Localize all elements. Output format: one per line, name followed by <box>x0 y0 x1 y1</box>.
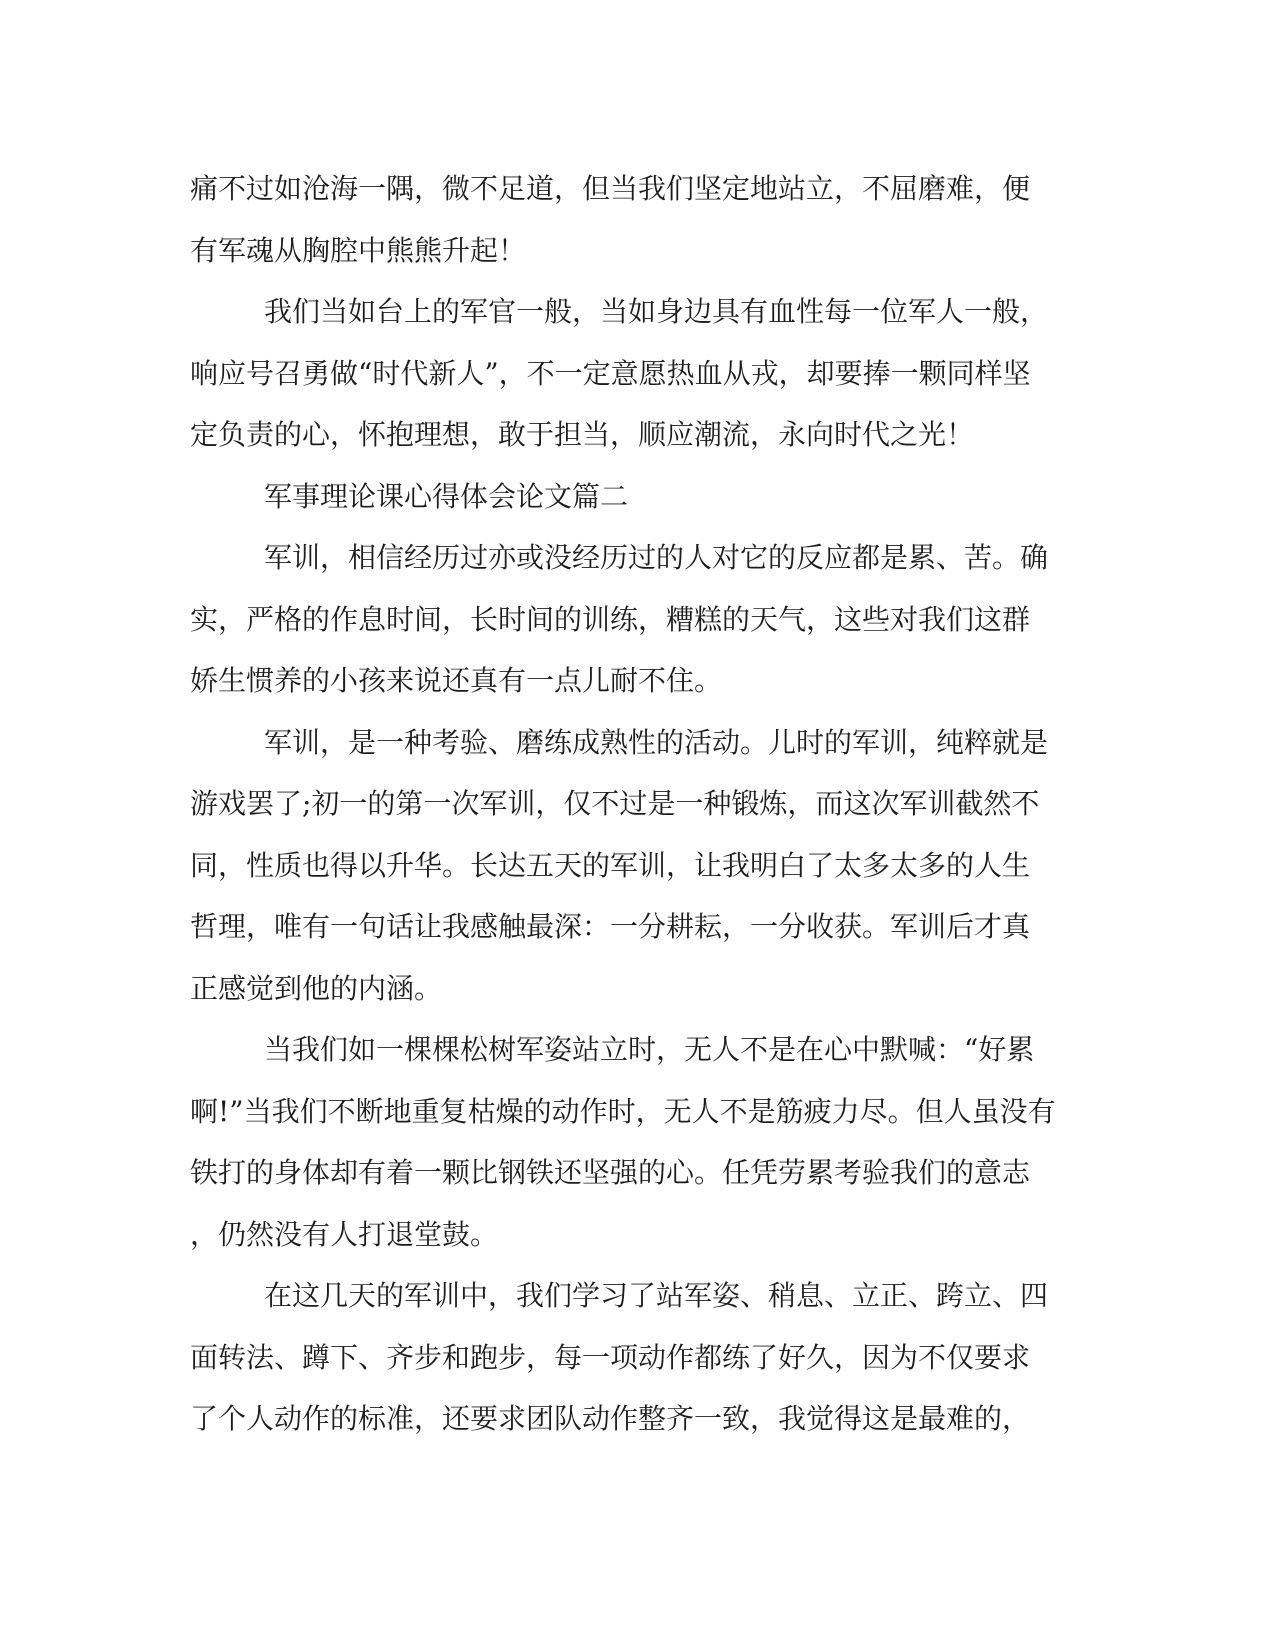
paragraph-start: 在这几天的军训中，我们学习了站军姿、稍息、立正、跨立、四 <box>264 1279 1049 1312</box>
text-line: 响应号召勇做“时代新人”，不一定意愿热血从戎，却要捧一颗同样坚 <box>190 356 1031 390</box>
text-line: 痛不过如沧海一隅，微不足道，但当我们坚定地站立，不屈磨难，便 <box>190 172 1031 205</box>
text-line: 娇生惯养的小孩来说还真有一点儿耐不住。 <box>190 664 723 697</box>
section-title: 军事理论课心得体会论文篇二 <box>264 479 629 513</box>
document-body <box>190 158 1090 1450</box>
paragraph-start: 我们当如台上的军官一般，当如身边具有血性每一位军人一般， <box>264 295 1049 328</box>
text-line: 啊!”当我们不断地重复枯燥的动作时，无人不是筋疲力尽。但人虽没有 <box>190 1094 1056 1128</box>
paragraph-start: 军训，是一种考验、磨练成熟性的活动。儿时的军训，纯粹就是 <box>264 725 1049 759</box>
text-line: 面转法、蹲下、齐步和跑步，每一项动作都练了好久，因为不仅要求 <box>190 1340 1031 1374</box>
text-line: 铁打的身体却有着一颗比钢铁还坚强的心。任凭劳累考验我们的意志 <box>190 1156 1031 1189</box>
text-line: 哲理，唯有一句话让我感触最深：一分耕耘，一分收获。军训后才真 <box>190 910 1031 943</box>
paragraph-start: 军训，相信经历过亦或没经历过的人对它的反应都是累、苦。确 <box>264 541 1049 574</box>
text-line: 同，性质也得以升华。长达五天的军训，让我明白了太多太多的人生 <box>190 848 1031 882</box>
text-line: 了个人动作的标准，还要求团队动作整齐一致，我觉得这是最难的， <box>190 1402 1031 1435</box>
text-line: 定负责的心，怀抱理想，敢于担当，顺应潮流，永向时代之光！ <box>190 418 975 451</box>
text-line: 有军魂从胸腔中熊熊升起！ <box>190 233 527 267</box>
paragraph-start: 当我们如一棵棵松树军姿站立时，无人不是在心中默喊：“好累 <box>264 1033 1035 1066</box>
text-line: 正感觉到他的内涵。 <box>190 971 443 1005</box>
text-line: ，仍然没有人打退堂鼓。 <box>190 1217 499 1251</box>
text-line: 实，严格的作息时间，长时间的训练，糟糕的天气，这些对我们这群 <box>190 602 1031 636</box>
text-line: 游戏罢了;初一的第一次军训，仅不过是一种锻炼，而这次军训截然不 <box>190 787 1040 820</box>
